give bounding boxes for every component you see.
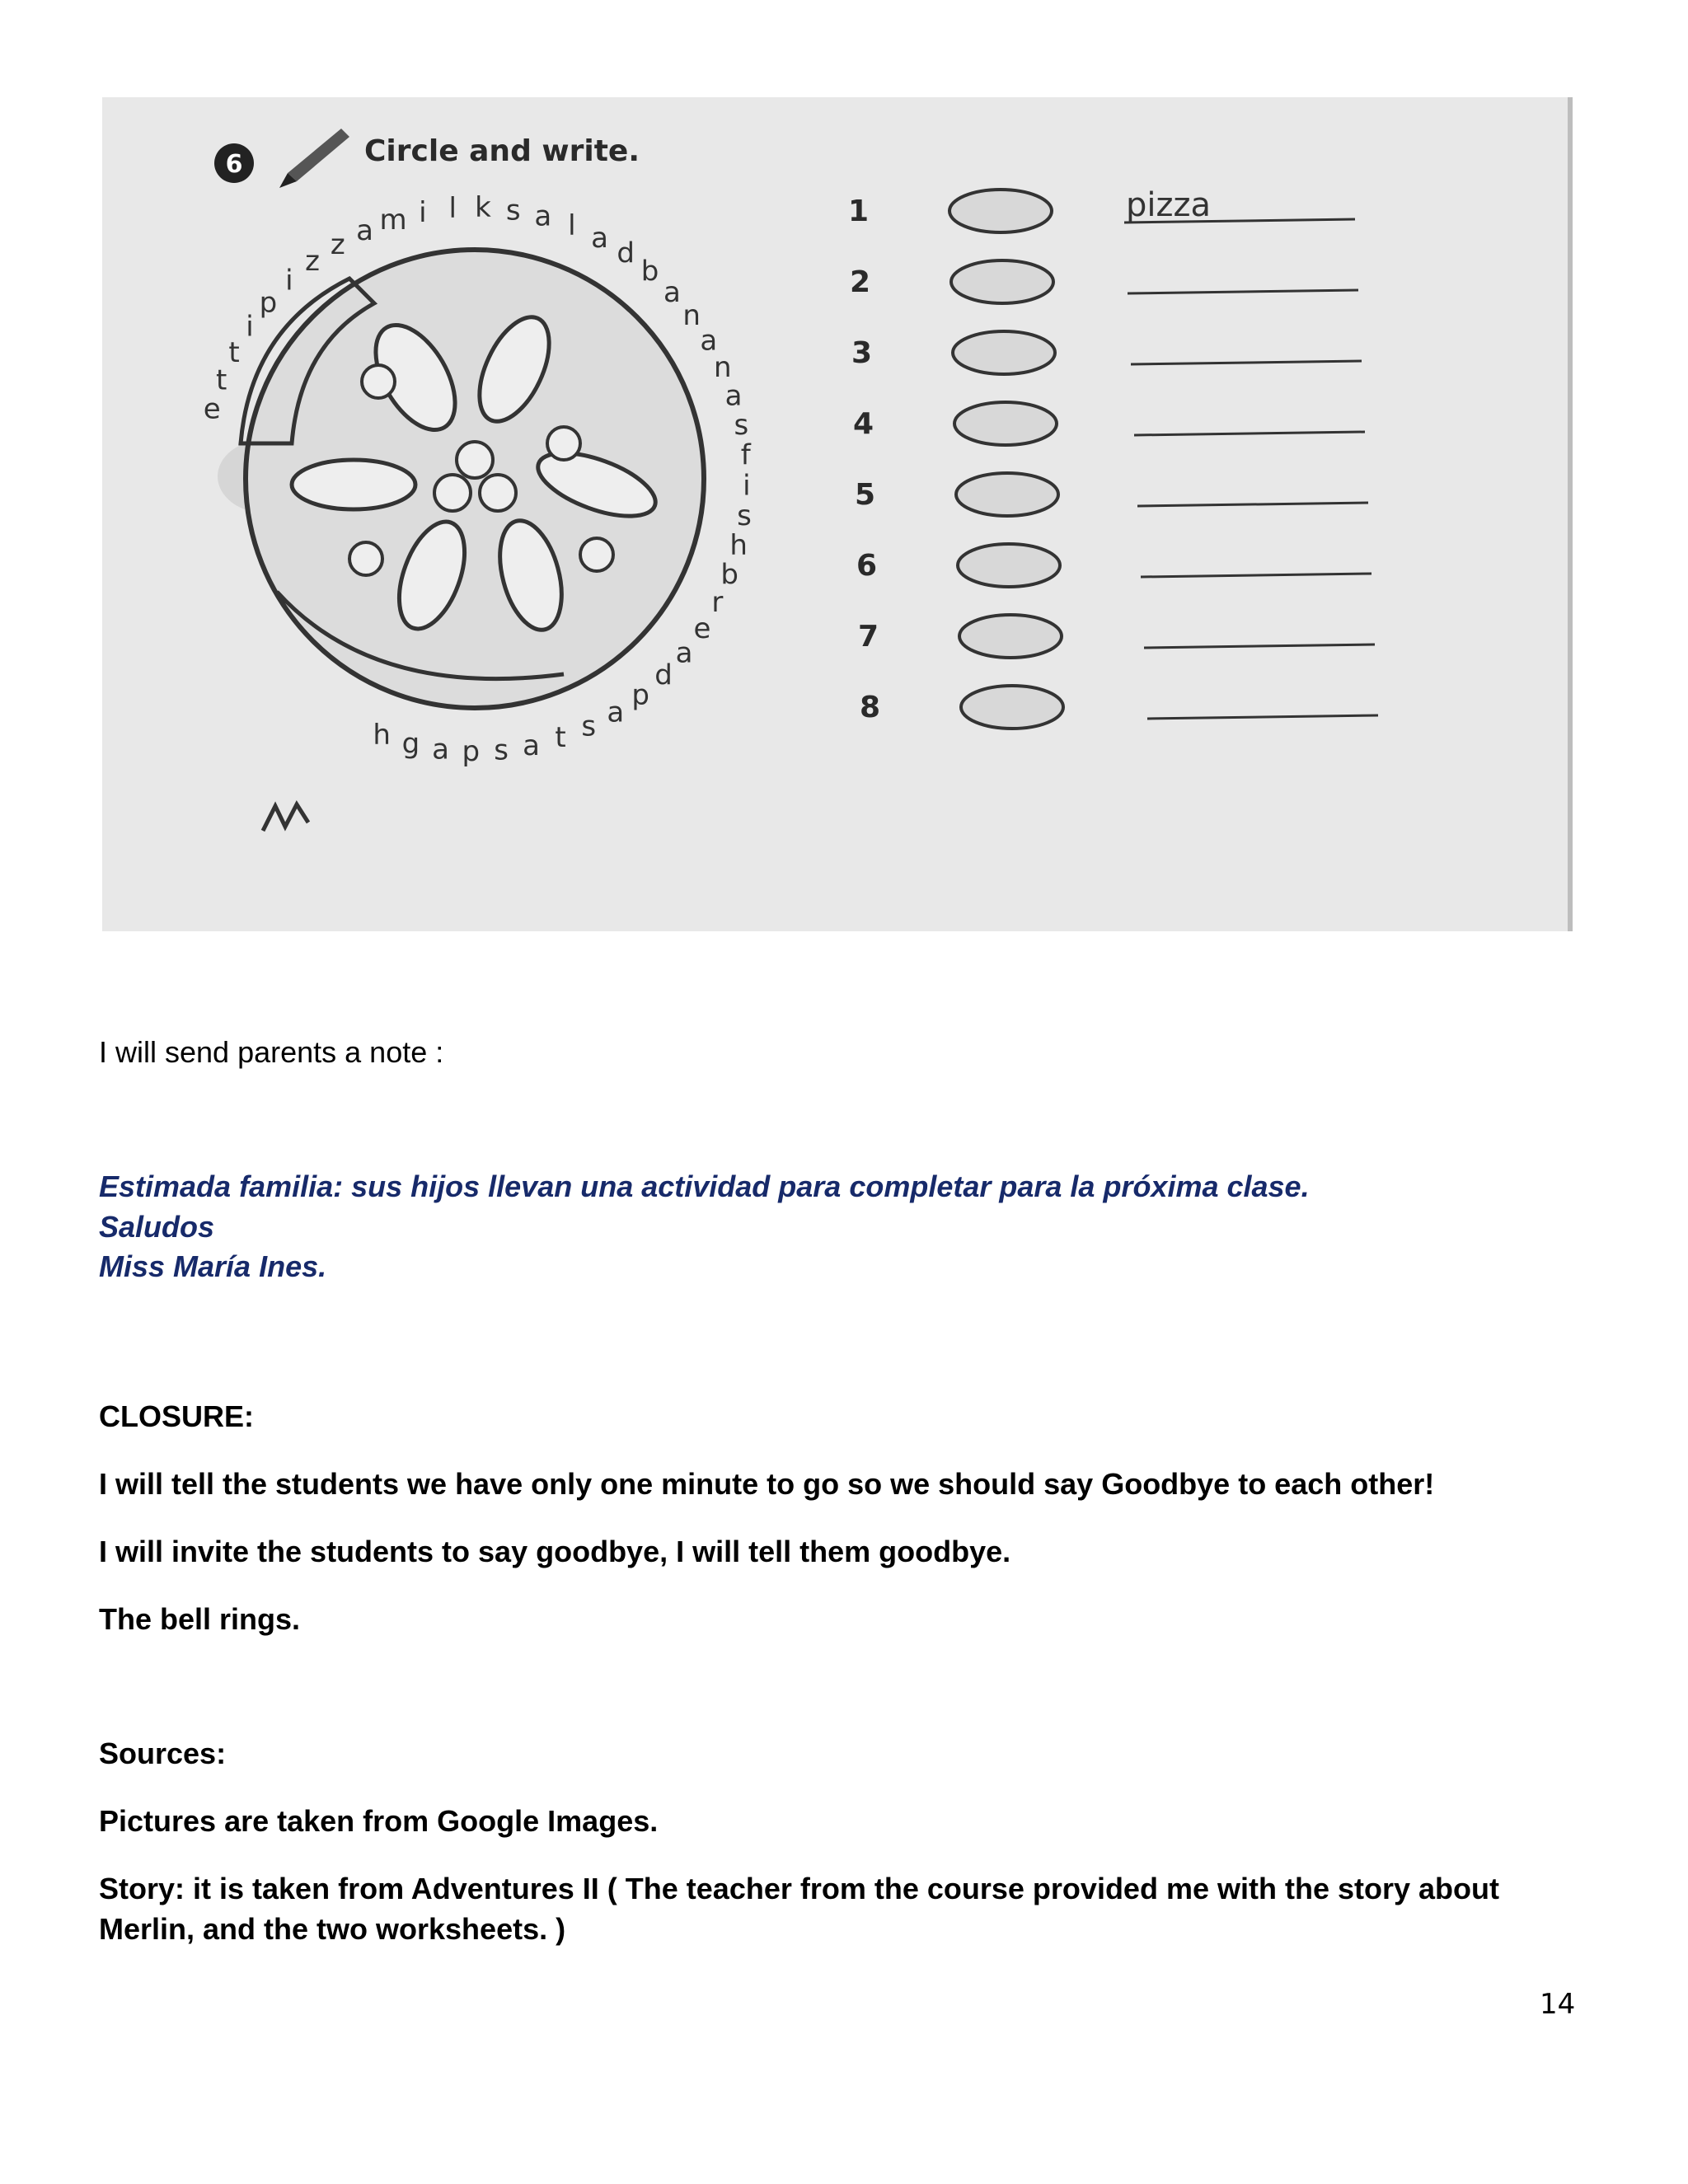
closure-paragraph-3: The bell rings.	[99, 1602, 301, 1636]
pizza-picture	[950, 190, 1052, 232]
wordsearch-letter: a	[663, 275, 681, 309]
wordsearch-letter: s	[581, 710, 597, 743]
wordsearch-letter: s	[494, 733, 509, 767]
wordsearch-letter: a	[675, 636, 693, 670]
item-answer: pizza	[1126, 186, 1212, 224]
wordsearch-letter: p	[462, 735, 481, 768]
salad-picture	[958, 544, 1060, 587]
item-number: 7	[858, 620, 879, 654]
wordsearch-letter: z	[305, 245, 321, 279]
wordsearch-letter: h	[373, 719, 391, 752]
wordsearch-letter: i	[419, 196, 427, 230]
wordsearch-letter: g	[401, 727, 420, 761]
wordsearch-letter: s	[737, 499, 752, 533]
wordsearch-letter: a	[724, 379, 743, 413]
wordsearch-letter: t	[216, 363, 227, 397]
wordsearch-letter: n	[714, 351, 732, 385]
wordsearch-letter: f	[740, 438, 751, 472]
item-number: 8	[860, 691, 881, 724]
wordsearch-letter: s	[505, 194, 521, 227]
wordsearch-letter: a	[591, 221, 608, 255]
wordsearch-letter: i	[246, 310, 254, 344]
note-line-1: Estimada familia: sus hijos llevan una actividad para completar para la próxima clase.	[99, 1169, 1310, 1203]
wordsearch-letter: t	[555, 721, 566, 755]
wordsearch-letter: k	[475, 191, 491, 225]
wordsearch-letter: e	[203, 392, 221, 426]
wordsearch-letter: a	[534, 199, 552, 233]
spaghetti-picture	[954, 402, 1057, 445]
wordsearch-letter: s	[734, 409, 749, 443]
sources-paragraph-1: Pictures are taken from Google Images.	[99, 1804, 659, 1838]
wordsearch-letter: p	[259, 286, 278, 320]
wordsearch-letter: a	[700, 324, 718, 358]
bananas-picture	[951, 260, 1053, 303]
item-number: 1	[848, 194, 870, 228]
worksheet-photo	[102, 97, 1573, 931]
wordsearch-letter: d	[654, 658, 673, 692]
wordsearch-letter: l	[568, 209, 576, 242]
closure-heading: CLOSURE:	[99, 1399, 254, 1433]
item-number: 6	[856, 549, 878, 583]
note-line-2: Saludos	[99, 1210, 215, 1244]
item-number: 3	[851, 336, 873, 370]
closure-paragraph-1: I will tell the students we have only one minute to go so we should say Goodbye to each other!	[99, 1467, 1435, 1501]
wordsearch-letter: r	[711, 586, 724, 620]
wordsearch-letter: p	[631, 678, 649, 712]
sources-heading: Sources:	[99, 1736, 227, 1770]
item-number: 2	[850, 265, 871, 299]
note-intro: I will send parents a note :	[99, 1035, 444, 1069]
wordsearch-letter: m	[379, 204, 407, 237]
wordsearch-letter: h	[729, 529, 748, 563]
wordsearch-letter: i	[285, 264, 293, 298]
item-number: 5	[855, 478, 876, 512]
wordsearch-letter: a	[523, 729, 540, 762]
wordsearch-letter: b	[720, 558, 738, 592]
wordsearch-letter: n	[682, 299, 701, 332]
closure-paragraph-2: I will invite the students to say goodbye, I will tell them goodbye.	[99, 1535, 1011, 1568]
note-line-3: Miss María Ines.	[99, 1249, 327, 1283]
item-number: 4	[853, 407, 874, 441]
wordsearch-letter: z	[330, 227, 345, 261]
wordsearch-letter: b	[640, 255, 659, 288]
wordsearch-letter: a	[432, 733, 450, 766]
exercise-instruction: Circle and write.	[364, 134, 640, 168]
exercise-number: 6	[225, 150, 243, 179]
wordsearch-letter: i	[743, 469, 751, 503]
peas-picture	[953, 331, 1055, 374]
wordsearch-letter: t	[228, 336, 240, 370]
bread-picture	[956, 473, 1058, 516]
wordsearch-letter: a	[356, 214, 374, 248]
sources-paragraph-2b: Merlin, and the two worksheets. )	[99, 1912, 566, 1946]
exercise-number-badge	[214, 143, 254, 183]
wordsearch-letter: e	[693, 612, 711, 645]
wordsearch-letter: d	[617, 237, 635, 270]
wordsearch-letter: l	[448, 192, 457, 226]
milk-carton-picture	[961, 686, 1063, 729]
wordsearch-letter: a	[607, 696, 625, 729]
fish-picture	[959, 615, 1062, 658]
sources-paragraph-2a: Story: it is taken from Adventures II ( The teacher from the course provided me with the story about	[99, 1872, 1499, 1905]
page-number: 14	[1540, 1988, 1576, 2021]
